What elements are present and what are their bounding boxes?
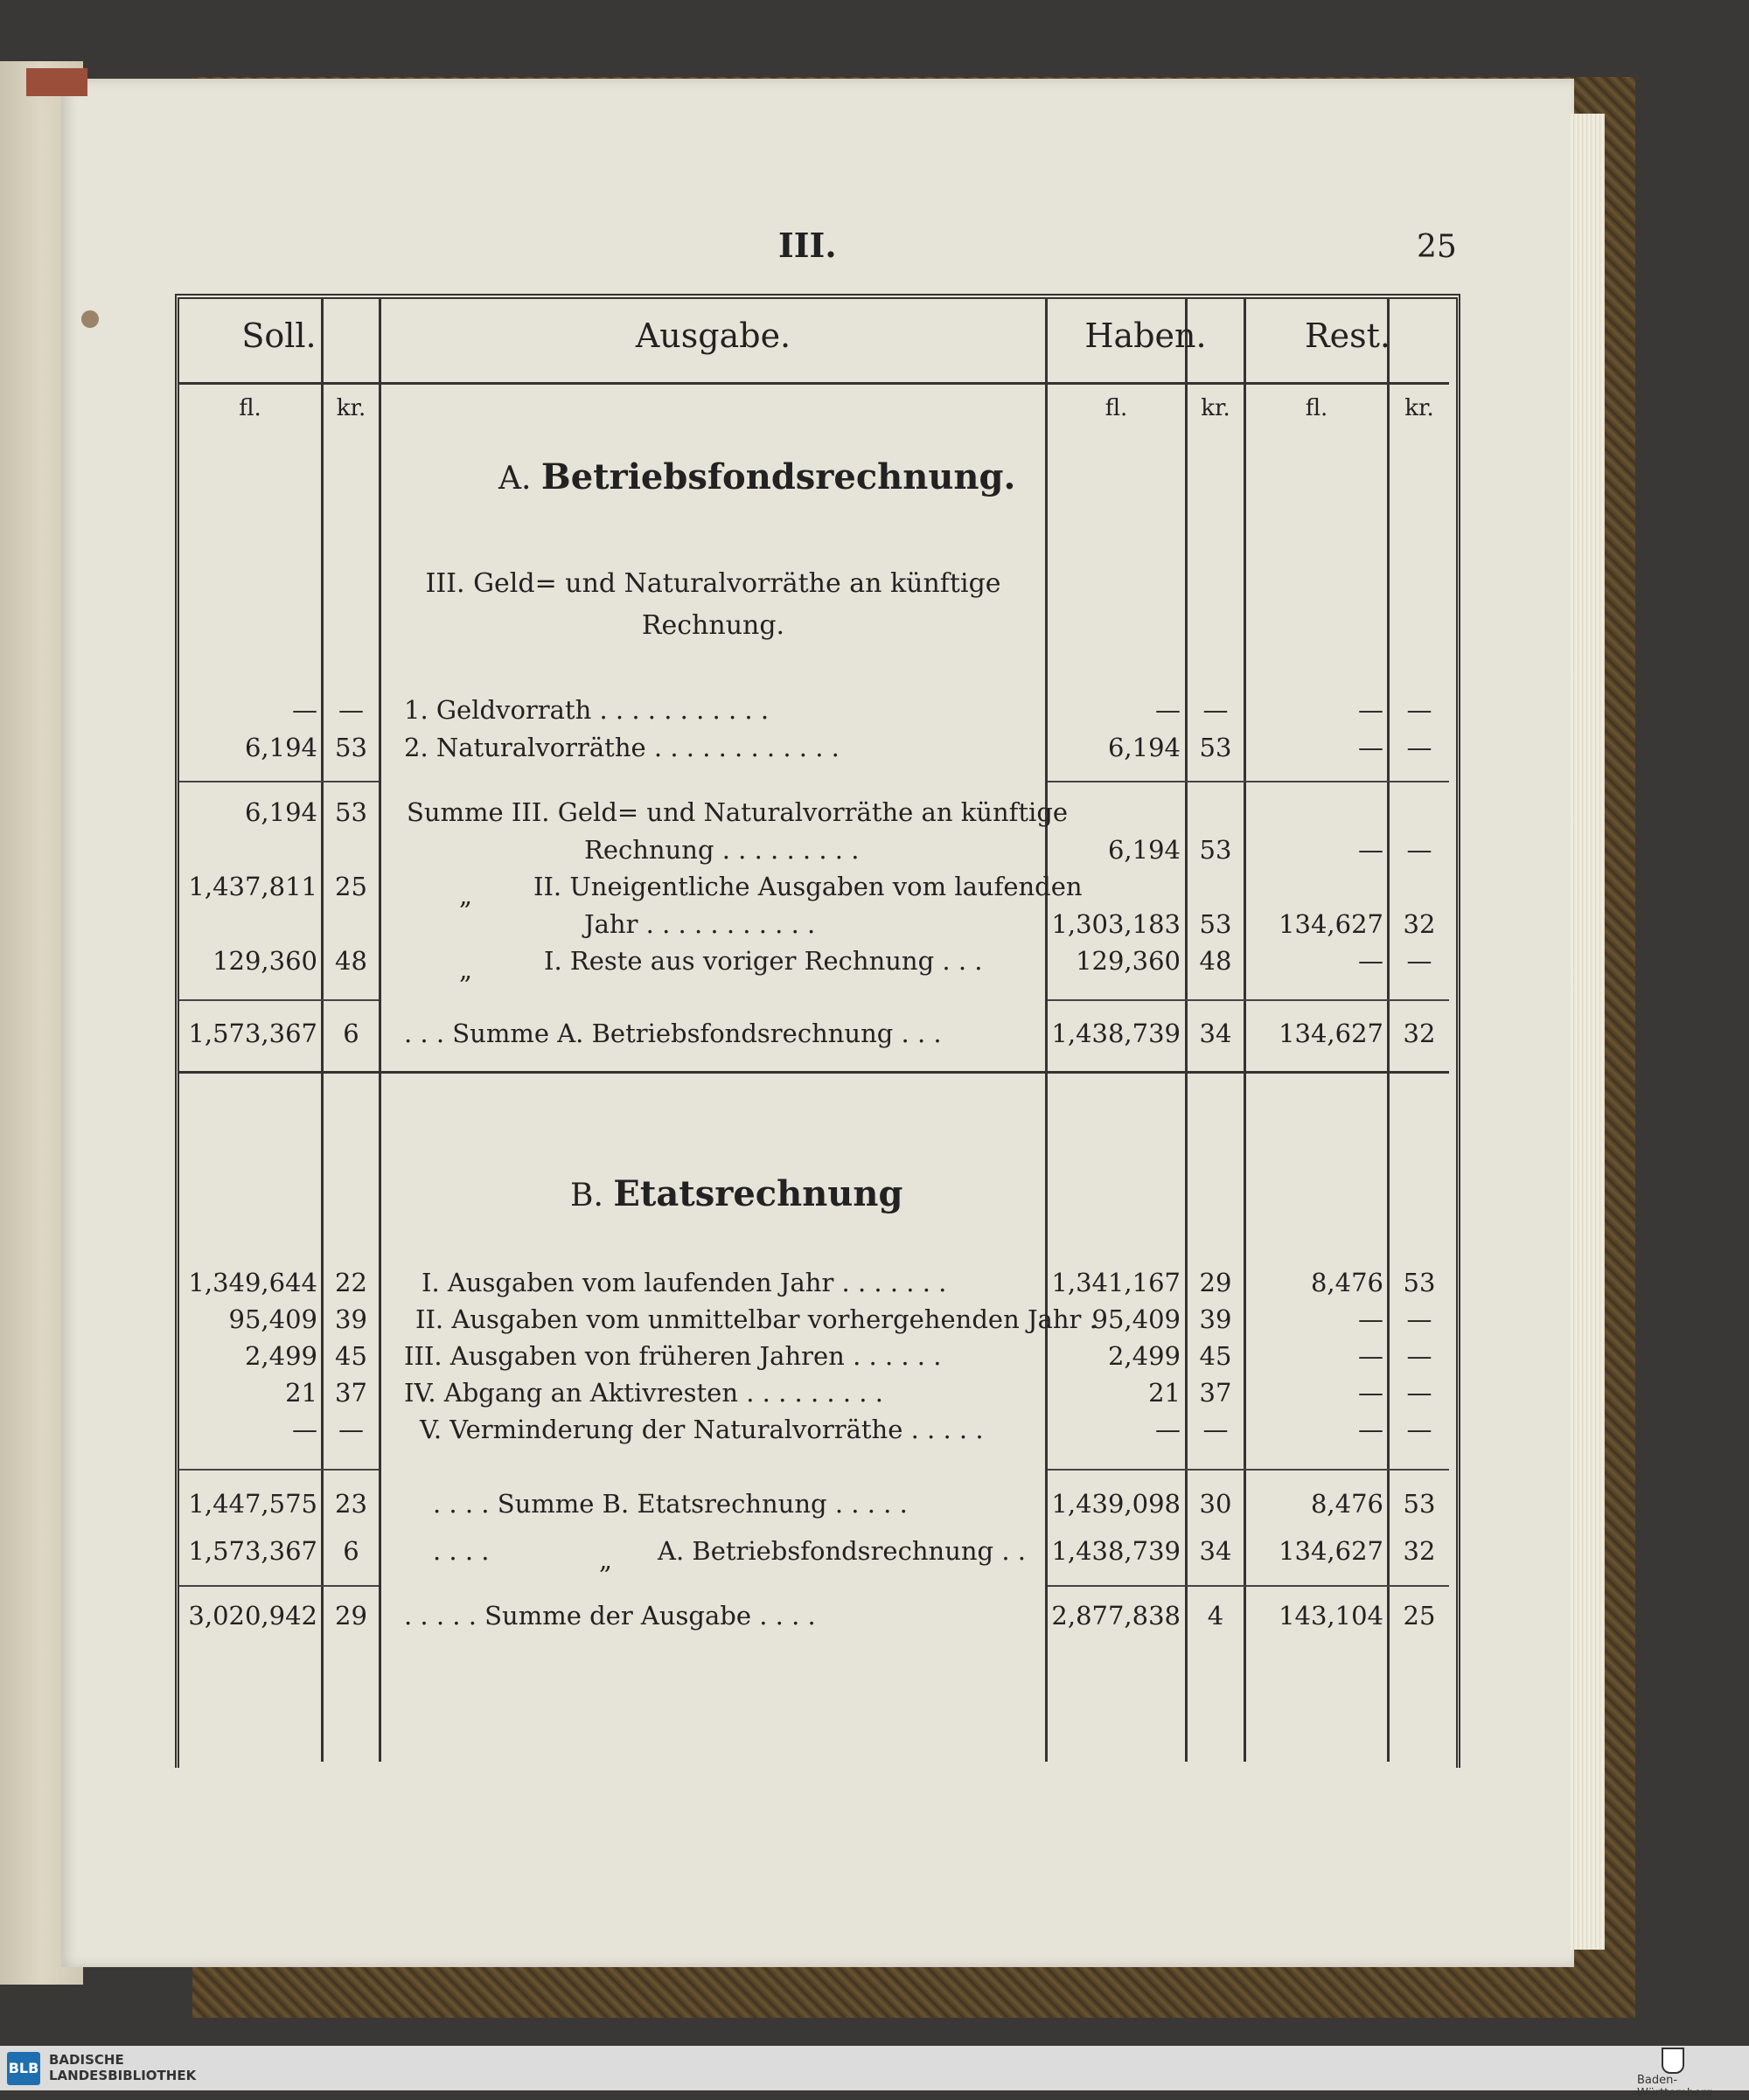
soll-kr: 6 — [343, 1019, 359, 1048]
row-label: I. Reste aus voriger Rechnung . . . — [544, 946, 983, 976]
soll-kr: — — [338, 695, 364, 725]
soll-kr: 45 — [335, 1341, 367, 1371]
unit-soll-kr: kr. — [336, 395, 366, 421]
unit-soll-fl: fl. — [239, 395, 261, 421]
haben-fl: 129,360 — [1076, 946, 1181, 976]
rest-fl: — — [1358, 1415, 1383, 1444]
sum-rule — [1048, 1469, 1449, 1471]
section-a-subheading-line1: III. Geld= und Naturalvorräthe an künftige — [425, 568, 1001, 599]
rest-kr: 32 — [1403, 1536, 1436, 1566]
haben-fl: 2,499 — [1107, 1341, 1181, 1371]
haben-kr: 53 — [1199, 835, 1232, 865]
soll-fl: 1,437,811 — [188, 872, 317, 901]
row-label: IV. Abgang an Aktivresten . . . . . . . . . — [404, 1378, 883, 1408]
haben-kr: 34 — [1199, 1019, 1232, 1048]
haben-kr: 4 — [1207, 1601, 1224, 1631]
rest-fl: — — [1358, 1378, 1383, 1408]
rest-kr: — — [1406, 695, 1432, 725]
soll-fl: 1,447,575 — [188, 1489, 317, 1519]
column-header-haben: Haben. — [1084, 316, 1207, 355]
haben-kr: 30 — [1199, 1489, 1232, 1519]
column-header-ausgabe: Ausgabe. — [635, 316, 791, 355]
section-a-title: Betriebsfondsrechnung. — [540, 456, 1016, 497]
rest-fl: — — [1358, 1341, 1383, 1371]
haben-kr: 45 — [1199, 1341, 1232, 1371]
row-label: 1. Geldvorrath . . . . . . . . . . . — [404, 695, 770, 725]
bw-crest-icon — [1662, 2048, 1684, 2074]
rest-fl: 134,627 — [1279, 909, 1383, 939]
soll-kr: 53 — [335, 797, 367, 827]
haben-fl: 2,877,838 — [1051, 1601, 1181, 1631]
haben-fl: 6,194 — [1107, 733, 1181, 762]
soll-kr: 23 — [335, 1489, 367, 1519]
soll-fl: 1,349,644 — [188, 1268, 317, 1297]
unit-rest-fl: fl. — [1305, 395, 1328, 421]
row-label: A. Betriebsfondsrechnung . . — [658, 1536, 1026, 1566]
soll-fl: 3,020,942 — [188, 1601, 317, 1631]
soll-kr: 39 — [335, 1304, 367, 1334]
page-number: 25 — [1417, 229, 1457, 265]
row-label: I. Ausgaben vom laufenden Jahr . . . . . . . — [422, 1268, 947, 1297]
row-label: II. Ausgaben vom unmittelbar vorhergehenden Jahr . — [415, 1304, 1097, 1334]
header-rule — [179, 382, 1449, 385]
soll-kr: 6 — [343, 1536, 359, 1566]
row-label-continued: Rechnung . . . . . . . . . — [584, 835, 860, 865]
section-a-letter: A. — [498, 461, 532, 497]
blb-logo[interactable]: BLB — [7, 2052, 40, 2085]
haben-fl: 6,194 — [1107, 835, 1181, 865]
haben-kr: 34 — [1199, 1536, 1232, 1566]
rest-kr: 53 — [1403, 1489, 1436, 1519]
column-header-soll: Soll. — [241, 316, 317, 355]
rest-fl: — — [1358, 835, 1383, 865]
section-header: III. — [778, 226, 837, 265]
section-b-title: Etatsrechnung — [613, 1173, 903, 1214]
ditto-mark: „ — [599, 1545, 613, 1575]
soll-fl: 21 — [285, 1378, 317, 1408]
haben-fl: 1,303,183 — [1051, 909, 1181, 939]
haben-fl: 1,341,167 — [1051, 1268, 1181, 1297]
bookmark-ribbon — [26, 68, 87, 96]
blb-name-line2: LANDESBIBLIOTHEK — [49, 2068, 197, 2083]
sum-rule — [179, 999, 379, 1001]
rest-kr: — — [1406, 1378, 1432, 1408]
haben-fl: — — [1155, 1415, 1181, 1444]
row-label: . . . . Summe B. Etatsrechnung . . . . . — [433, 1489, 908, 1519]
section-a-subheading-line2: Rechnung. — [641, 610, 785, 641]
blb-name-line1: BADISCHE — [49, 2052, 124, 2068]
haben-fl: 95,409 — [1091, 1304, 1181, 1334]
soll-fl: — — [292, 695, 317, 725]
rest-kr: — — [1406, 1304, 1432, 1334]
col-divider-soll-ausgabe — [379, 297, 381, 1762]
haben-fl: 1,438,739 — [1051, 1536, 1181, 1566]
soll-kr: 29 — [335, 1601, 367, 1631]
sum-rule — [1048, 781, 1449, 782]
soll-fl: — — [292, 1415, 317, 1444]
unit-haben-kr: kr. — [1201, 395, 1230, 421]
rest-fl: 134,627 — [1279, 1019, 1383, 1048]
haben-fl: 21 — [1148, 1378, 1181, 1408]
rest-fl: — — [1358, 733, 1383, 762]
rest-fl: 8,476 — [1310, 1268, 1383, 1297]
rest-kr: — — [1406, 946, 1432, 976]
haben-kr: 48 — [1199, 946, 1232, 976]
section-divider — [179, 1071, 1449, 1074]
rest-fl: — — [1358, 1304, 1383, 1334]
rest-kr: 32 — [1403, 1019, 1436, 1048]
viewer-footer-bar — [0, 2046, 1749, 2090]
rest-kr: — — [1406, 1341, 1432, 1371]
row-label: . . . . . Summe der Ausgabe . . . . — [404, 1601, 816, 1631]
soll-fl: 6,194 — [244, 797, 317, 827]
section-b-heading — [570, 1173, 902, 1214]
unit-haben-fl: fl. — [1104, 395, 1128, 421]
unit-rest-kr: kr. — [1404, 395, 1434, 421]
row-label: V. Verminderung der Naturalvorräthe . . . . . — [420, 1415, 984, 1444]
soll-kr: 22 — [335, 1268, 367, 1297]
sum-rule — [179, 1585, 379, 1587]
row-label: Summe III. Geld= und Naturalvorräthe an künftige — [407, 797, 1069, 827]
haben-kr: 39 — [1199, 1304, 1232, 1334]
haben-fl: — — [1155, 695, 1181, 725]
row-label: 2. Naturalvorräthe . . . . . . . . . . . . — [404, 733, 840, 762]
rest-kr: — — [1406, 733, 1432, 762]
rest-kr: — — [1406, 835, 1432, 865]
soll-kr: 53 — [335, 733, 367, 762]
section-a-heading — [498, 456, 1015, 497]
rest-kr: 25 — [1403, 1601, 1436, 1631]
ditto-mark: „ — [459, 955, 473, 984]
page-stack-edge — [1570, 114, 1605, 1950]
soll-fl: 129,360 — [213, 946, 317, 976]
rest-kr: 32 — [1403, 909, 1436, 939]
haben-kr: 53 — [1199, 733, 1232, 762]
soll-kr: — — [338, 1415, 364, 1444]
soll-fl: 1,573,367 — [188, 1536, 317, 1566]
haben-fl: 1,438,739 — [1051, 1019, 1181, 1048]
soll-kr: 25 — [335, 872, 367, 901]
soll-fl: 1,573,367 — [188, 1019, 317, 1048]
rest-kr: 53 — [1403, 1268, 1436, 1297]
haben-kr: 29 — [1199, 1268, 1232, 1297]
row-label: II. Uneigentliche Ausgaben vom laufenden — [533, 872, 1083, 901]
sum-rule — [1048, 1585, 1449, 1587]
rest-fl: — — [1358, 946, 1383, 976]
bw-label: Baden-Württemberg — [1637, 2074, 1713, 2100]
row-label-continued: Jahr . . . . . . . . . . . — [584, 909, 816, 939]
section-b-letter: B. — [570, 1178, 603, 1213]
soll-fl: 2,499 — [244, 1341, 317, 1371]
sum-rule — [1048, 999, 1449, 1001]
sum-rule — [179, 781, 379, 782]
sum-rule — [179, 1469, 379, 1471]
haben-kr: 53 — [1199, 909, 1232, 939]
paper-stain — [81, 310, 99, 328]
haben-fl: 1,439,098 — [1051, 1489, 1181, 1519]
row-label: III. Ausgaben von früheren Jahren . . . . . . — [404, 1341, 942, 1371]
rest-fl: — — [1358, 695, 1383, 725]
rest-fl: 134,627 — [1279, 1536, 1383, 1566]
haben-kr: — — [1202, 695, 1229, 725]
rest-kr: — — [1406, 1415, 1432, 1444]
rest-fl: 8,476 — [1310, 1489, 1383, 1519]
soll-fl: 95,409 — [228, 1304, 317, 1334]
column-header-rest: Rest. — [1305, 316, 1390, 355]
soll-kr: 37 — [335, 1378, 367, 1408]
haben-kr: 37 — [1199, 1378, 1232, 1408]
blb-name — [49, 2052, 196, 2083]
soll-kr: 48 — [335, 946, 367, 976]
row-leader-dots: . . . . — [433, 1536, 490, 1566]
rest-fl: 143,104 — [1279, 1601, 1383, 1631]
row-label: . . . Summe A. Betriebsfondsrechnung . . . — [404, 1019, 942, 1048]
haben-kr: — — [1202, 1415, 1229, 1444]
soll-fl: 6,194 — [244, 733, 317, 762]
ditto-mark: „ — [459, 880, 473, 910]
